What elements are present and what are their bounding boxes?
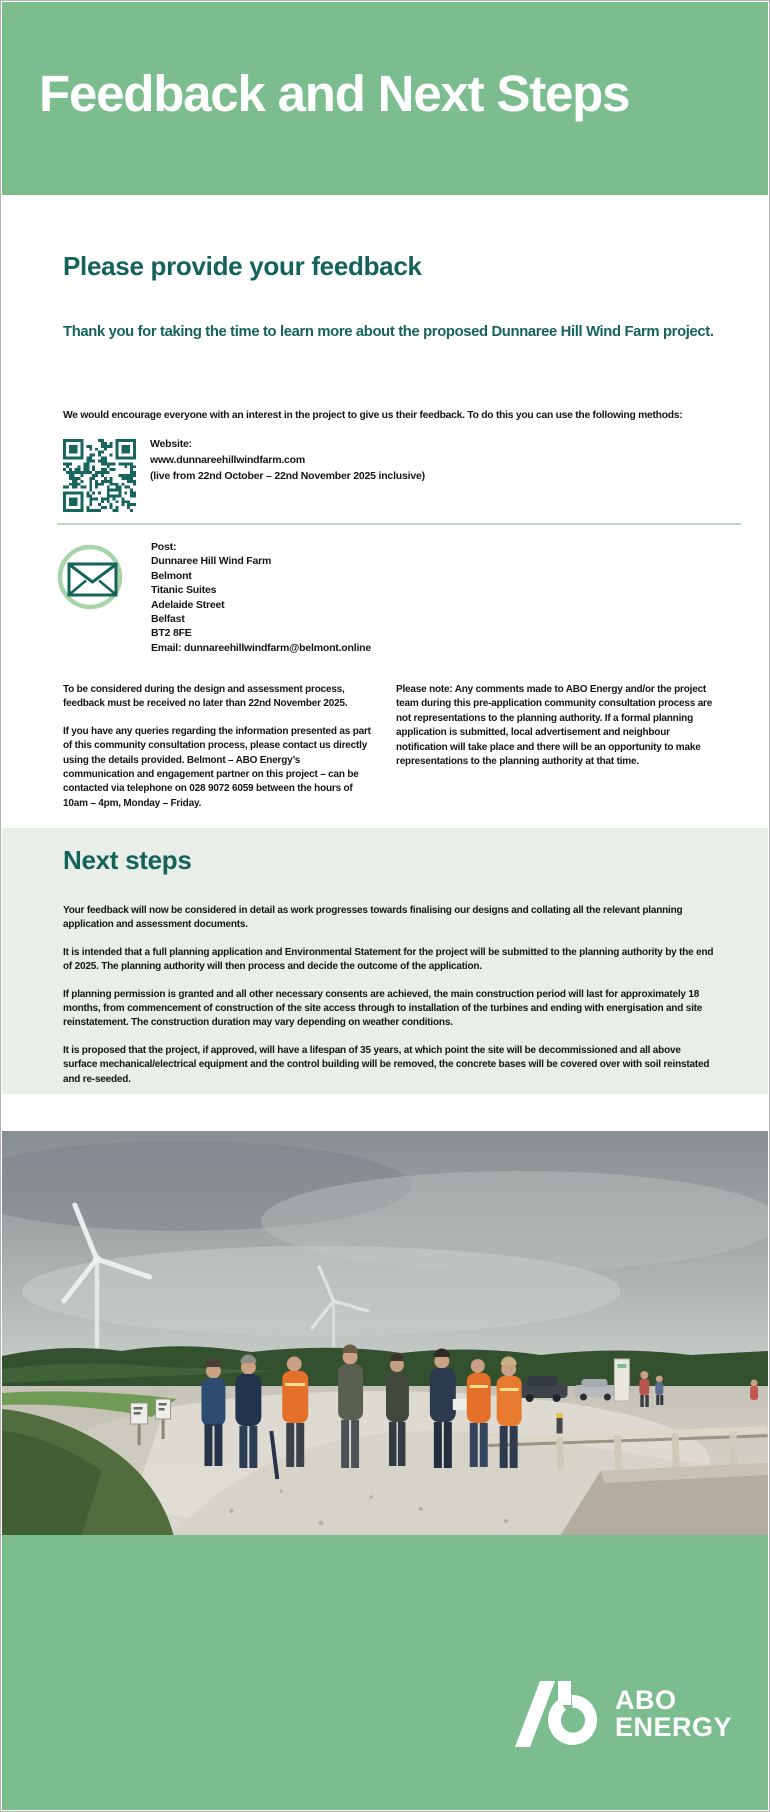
feedback-intro: Thank you for taking the time to learn more about the proposed Dunnaree Hill Wind Farm project.: [63, 324, 714, 340]
feedback-section-heading: Please provide your feedback: [63, 251, 422, 281]
paragraph: Your feedback will now be considered in detail as work progresses towards finalising our designs and collating all the relevant planning application and assessment documents.: [63, 905, 683, 931]
post-address-line: BT2 8FE: [151, 627, 192, 640]
post-address-line: Belfast: [151, 613, 185, 626]
post-label: Post:: [151, 541, 177, 553]
abo-energy-logo: [515, 1681, 732, 1747]
post-contact-block: [151, 540, 371, 655]
logo-line-2: ENERGY: [614, 1712, 732, 1742]
feedback-notes-columns: [63, 683, 713, 824]
info-stand: [614, 1359, 629, 1401]
next-steps-section: [2, 828, 768, 1094]
post-address-line: Belmont: [151, 569, 192, 582]
paragraph: If you have any queries regarding the information presented as part of this community consultation process, please contact us directly using the details provided. Belmont – ABO Energy’s communication and engagement partner on this project – can be contacted via telephone on 028 9072 6059 between the hours of 10am – 4pm, Monday – Friday.: [63, 725, 371, 809]
feedback-notes-right-column: [396, 683, 713, 824]
next-steps-body: [63, 904, 715, 1100]
qr-code-icon: [63, 439, 136, 512]
page-header: [2, 2, 768, 195]
next-steps-heading: Next steps: [63, 845, 192, 875]
page-title: Feedback and Next Steps: [39, 65, 630, 122]
section-divider: [57, 523, 741, 525]
post-email: Email: dunnareehillwindfarm@belmont.online: [151, 641, 372, 654]
website-url: www.dunnareehillwindfarm.com: [150, 453, 306, 466]
abo-energy-logo-icon: [515, 1681, 601, 1747]
post-address-line: Dunnaree Hill Wind Farm: [151, 555, 272, 568]
site-map-paper: [453, 1399, 468, 1410]
paragraph: Please note: Any comments made to ABO Energy and/or the project team during this pre-application community consultation process are not representations to the planning authority. If a formal planning application is submitted, local advertisement and neighbour notification will take place and there will be an opportunity to make representations to the planning authority at that time.: [396, 684, 713, 768]
page-footer: [2, 1535, 768, 1810]
website-live-dates: (live from 22nd October – 22nd November 2025 inclusive): [150, 469, 425, 482]
paragraph: If planning permission is granted and all other necessary consents are achieved, the main construction period will last for approximately 18 months, from commencement of construction of the site access through to installation of the turbines and ending with energisation and site reinstatement. The construction duration may vary depending on weather conditions.: [63, 988, 703, 1029]
site-visit-photo: [2, 1131, 768, 1535]
envelope-icon: [56, 543, 124, 611]
feedback-notes-left-column: [63, 683, 371, 824]
logo-line-1: ABO: [614, 1685, 677, 1715]
website-contact-block: [150, 437, 425, 484]
paragraph: It is intended that a full planning application and Environmental Statement for the project will be submitted to the planning authority by the end of 2025. The planning authority will then process and decide the outcome of the application.: [63, 946, 714, 973]
post-address-line: Adelaide Street: [151, 598, 225, 611]
website-label: Website:: [150, 438, 192, 450]
abo-energy-wordmark: [615, 1687, 732, 1741]
post-address-line: Titanic Suites: [151, 584, 217, 597]
paragraph: It is proposed that the project, if approved, will have a lifespan of 35 years, at which point the site will be decommissioned and all above surface mechanical/electrical equipment and the control building will be removed, the concrete bases will be covered over with soil reinstated and re-seeded.: [63, 1044, 710, 1085]
feedback-methods-lead: We would encourage everyone with an interest in the project to give us their feedback. To do this you can use the following methods:: [63, 410, 683, 421]
paragraph: To be considered during the design and assessment process, feedback must be received no later than 22nd November 2025.: [63, 684, 348, 710]
